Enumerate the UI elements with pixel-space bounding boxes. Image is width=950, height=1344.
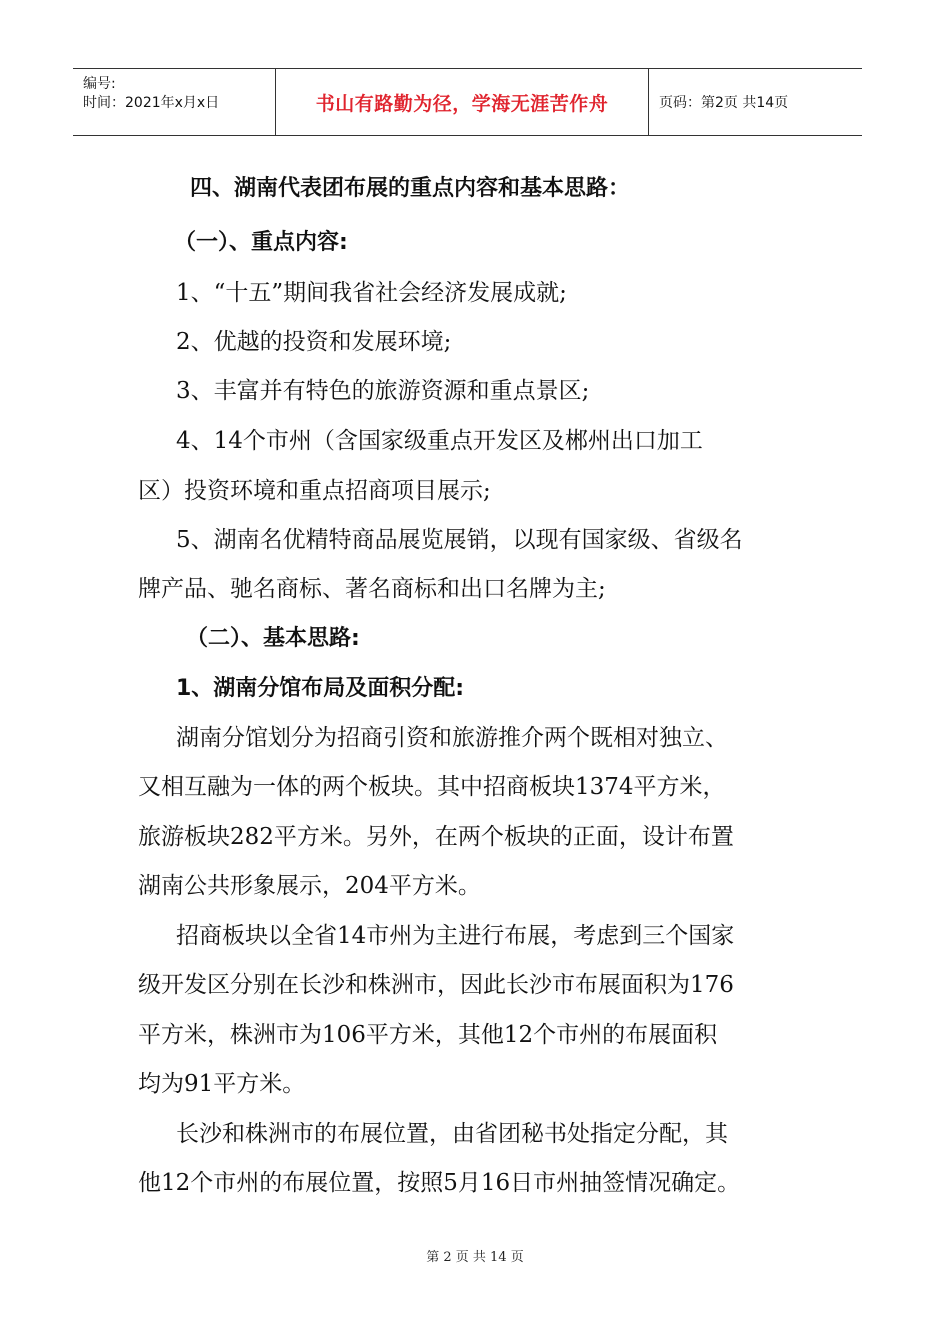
time-label: 时间：2021年x月x日 xyxy=(83,95,220,111)
page-header xyxy=(73,68,862,136)
header-motto: 书山有路勤为径，学海无涯苦作舟 xyxy=(275,69,649,135)
list-item-3: 3、丰富并有特色的旅游资源和重点景区; xyxy=(176,378,590,404)
paragraph-2-line-3: 平方米，株洲市为106平方米，其他12个市州的布展面积 xyxy=(138,1022,718,1048)
subsection-title-2: （二）、基本思路: xyxy=(186,626,360,651)
list-item-4-line-1: 4、14个市州（含国家级重点开发区及郴州出口加工 xyxy=(176,428,703,454)
paragraph-2-line-1: 招商板块以全省14市州为主进行布展，考虑到三个国家 xyxy=(176,923,735,949)
number-label: 编号: xyxy=(83,76,116,92)
list-item-1: 1、“十五”期间我省社会经济发展成就; xyxy=(176,280,567,306)
subsection-title-1: （一）、重点内容: xyxy=(174,230,348,255)
point-1-title: 1、湖南分馆布局及面积分配: xyxy=(176,676,465,701)
paragraph-2-line-2: 级开发区分别在长沙和株洲市，因此长沙市布展面积为176 xyxy=(138,972,734,998)
paragraph-1-line-2: 又相互融为一体的两个板块。其中招商板块1374平方米， xyxy=(138,774,726,800)
paragraph-3-line-1: 长沙和株洲市的布展位置，由省团秘书处指定分配，其 xyxy=(176,1121,728,1147)
list-item-4-line-2: 区）投资环境和重点招商项目展示; xyxy=(138,478,491,504)
page-footer: 第 2 页 共 14 页 xyxy=(426,1250,524,1265)
paragraph-2-line-4: 均为91平方米。 xyxy=(138,1071,306,1097)
paragraph-3-line-2: 他12个市州的布展位置，按照5月16日市州抽签情况确定。 xyxy=(138,1170,741,1196)
list-item-5-line-1: 5、湖南名优精特商品展览展销，以现有国家级、省级名 xyxy=(176,527,743,553)
paragraph-1-line-4: 湖南公共形象展示，204平方米。 xyxy=(138,873,481,899)
paragraph-1-line-3: 旅游板块282平方米。另外，在两个板块的正面，设计布置 xyxy=(138,824,734,850)
header-meta xyxy=(73,69,275,135)
list-item-5-line-2: 牌产品、驰名商标、著名商标和出口名牌为主; xyxy=(138,576,606,602)
header-page-label: 页码：第2页 共14页 xyxy=(659,95,789,111)
section-title: 四、湖南代表团布展的重点内容和基本思路： xyxy=(190,176,631,201)
list-item-2: 2、优越的投资和发展环境; xyxy=(176,329,452,355)
paragraph-1-line-1: 湖南分馆划分为招商引资和旅游推介两个既相对独立、 xyxy=(176,725,728,751)
